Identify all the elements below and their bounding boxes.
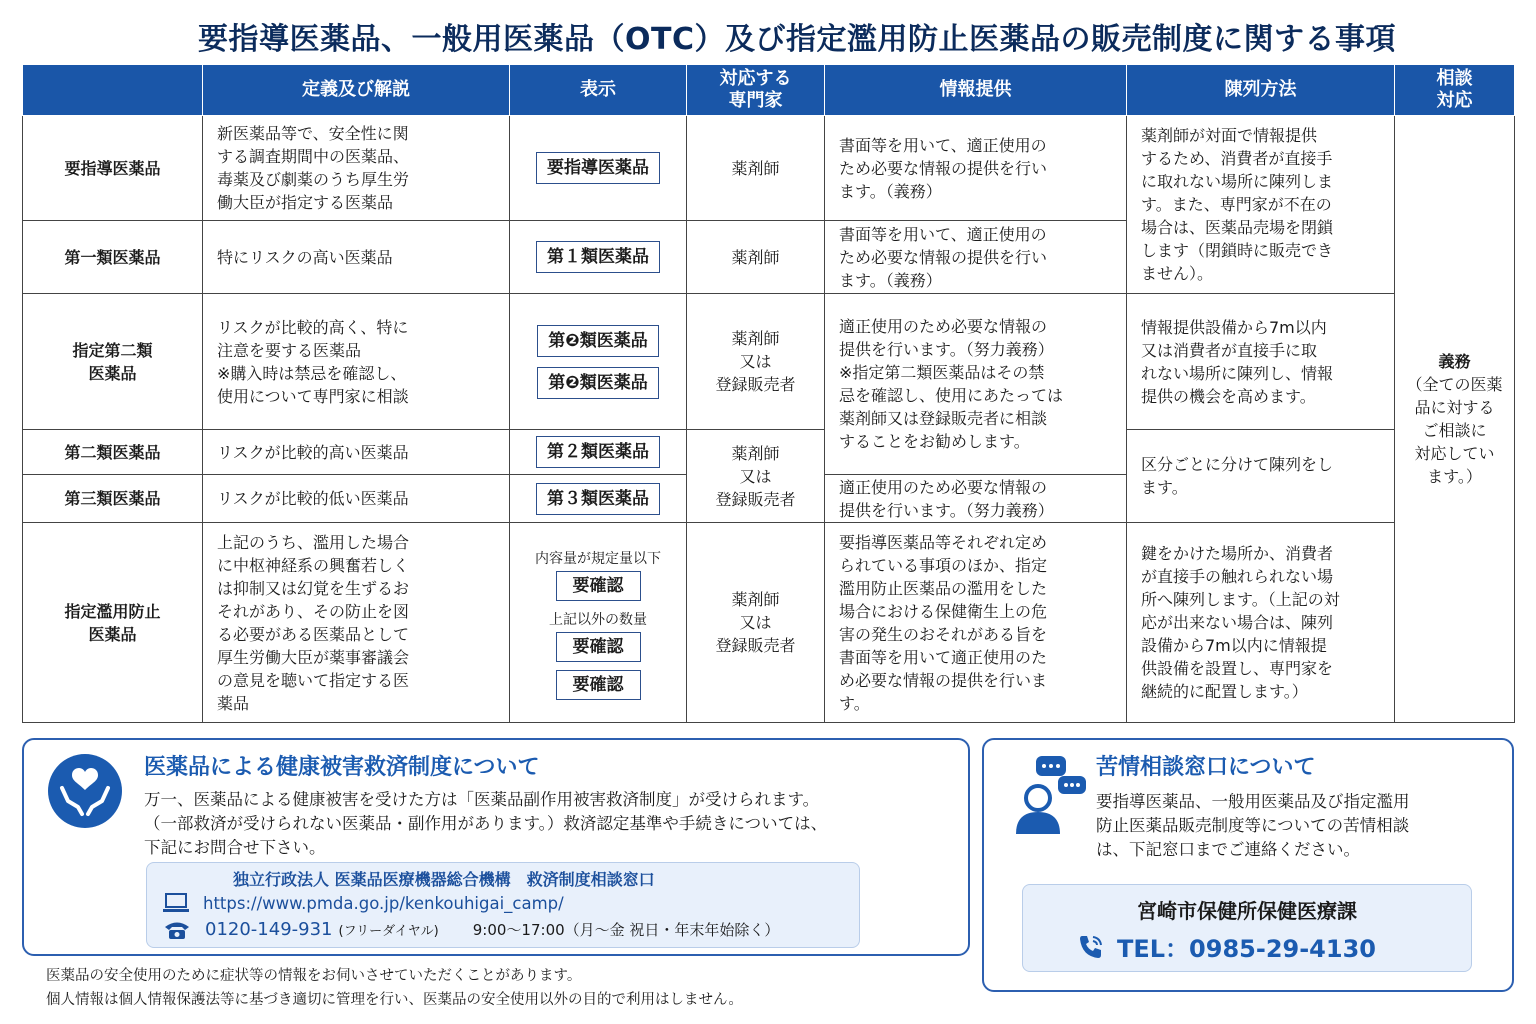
pmda-org-name: 独立行政法人 医薬品医療機器総合機構 救済制度相談窓口 — [233, 870, 655, 889]
row-name-ranyou: 指定濫用防止 医薬品 — [23, 523, 203, 723]
pmda-url-line — [163, 893, 564, 913]
complaint-description: 要指導医薬品、一般用医薬品及び指定濫用 防止医薬品販売制度等についての苦情相談 は、下記窓口までご連絡ください。 — [1096, 792, 1410, 859]
label-badge: 要確認 — [556, 670, 641, 700]
row-name-shitei2: 指定第二類 医薬品 — [23, 294, 203, 430]
complaint-panel — [982, 738, 1514, 992]
pmda-hours: 9:00～17:00（月～金 祝日・年末年始除く） — [472, 921, 780, 939]
display-youshidou — [510, 116, 687, 221]
city-office-name: 宮崎市保健所保健医療課 — [1137, 899, 1357, 923]
info-dai1: 書面等を用いて、適正使用の ため必要な情報の提供を行い ます。（義務） — [825, 221, 1127, 294]
method-top: 薬剤師が対面で情報提供 するため、消費者が直接手 に取れない場所に陳列しま す。また、専門家が不在の 場合は、医薬品売場を閉鎖 します（閉鎖時に販売でき ません）。 — [1127, 116, 1395, 294]
table-row — [23, 294, 1515, 430]
pmda-phone-note: (フリーダイヤル) — [338, 924, 439, 939]
label-badge: 第２類医薬品 — [536, 436, 660, 468]
display-dai2 — [510, 430, 687, 475]
row-name-dai1: 第一類医薬品 — [23, 221, 203, 294]
display-dai3 — [510, 475, 687, 523]
header-consult: 相談 対応 — [1395, 65, 1515, 116]
city-contact-panel — [1022, 884, 1472, 972]
pmda-phone-number: 0120-149-931 — [205, 919, 333, 940]
table-row — [23, 523, 1515, 723]
table-header-row — [23, 65, 1515, 116]
method-dai23: 区分ごとに分けて陳列をし ます。 — [1127, 430, 1395, 523]
label-badge: 要確認 — [556, 571, 641, 601]
phone-call-icon — [1077, 933, 1105, 961]
header-info: 情報提供 — [825, 65, 1127, 116]
table-row — [23, 430, 1515, 475]
label-badge: 第３類医薬品 — [536, 483, 660, 515]
def-dai2: リスクが比較的高い医薬品 — [203, 430, 510, 475]
heart-hands-icon — [48, 754, 122, 828]
label-badge: 要指導医薬品 — [536, 152, 660, 184]
header-definition: 定義及び解説 — [203, 65, 510, 116]
def-shitei2: リスクが比較的高く、特に 注意を要する医薬品 ※購入時は禁忌を確認し、 使用について専門家に相談 — [203, 294, 510, 430]
expert-shitei2: 薬剤師 又は 登録販売者 — [687, 294, 825, 430]
relief-system-panel — [22, 738, 970, 956]
label-badge: 要確認 — [556, 632, 641, 662]
row-name-dai2: 第二類医薬品 — [23, 430, 203, 475]
city-phone-number: TEL：0985-29-4130 — [1117, 935, 1376, 963]
info-ranyou: 要指導医薬品等それぞれ定め られている事項のほか、指定 濫用防止医薬品の濫用をした 場合における保健衛生上の危 害の発生のおそれがある旨を 書面等を用いて適正使用のた め必要な情報の提供を行いま す。 — [825, 523, 1127, 723]
label-badge: 第❷類医薬品 — [537, 367, 658, 399]
expert-dai1: 薬剤師 — [687, 221, 825, 294]
info-shitei2: 適正使用のため必要な情報の 提供を行います。（努力義務） ※指定第二類医薬品はその禁 忌を確認し、使用にあたっては 薬剤師又は登録販売者に相談 することをお勧めします。 — [825, 294, 1127, 475]
info-dai3: 適正使用のため必要な情報の 提供を行います。（努力義務） — [825, 475, 1127, 523]
relief-description: 万一、医薬品による健康被害を受けた方は「医薬品副作用被害救済制度」が受けられます。 （一部救済が受けられない医薬品・副作用があります。）救済認定基準や手続きについては、 下記にお問合せ下さい。 — [144, 790, 828, 857]
footer-note-1: 医薬品の安全使用のために症状等の情報をお伺いさせていただくことがあります。 — [46, 968, 582, 984]
pmda-contact-panel — [146, 862, 860, 948]
complaint-title: 苦情相談窓口について — [1096, 755, 1316, 780]
def-dai3: リスクが比較的低い医薬品 — [203, 475, 510, 523]
computer-icon — [163, 893, 189, 913]
row-name-dai3: 第三類医薬品 — [23, 475, 203, 523]
city-phone-line — [1077, 929, 1376, 964]
pmda-url-link[interactable]: https://www.pmda.go.jp/kenkouhigai_camp/ — [203, 893, 564, 913]
page-title: 要指導医薬品、一般用医薬品（OTC）及び指定濫用防止医薬品の販売制度に関する事項 — [198, 22, 1396, 57]
display-shitei2 — [510, 294, 687, 430]
caption-small-quantity: 内容量が規定量以下 — [535, 550, 661, 567]
sales-system-table — [22, 64, 1515, 723]
header-display: 表示 — [510, 65, 687, 116]
label-badge: 第❷類医薬品 — [537, 325, 658, 357]
def-youshidou: 新医薬品等で、安全性に関 する調査期間中の医薬品、 毒薬及び劇薬のうち厚生労 働大臣が指定する医薬品 — [203, 116, 510, 221]
display-ranyou — [510, 523, 687, 723]
header-display-method: 陳列方法 — [1127, 65, 1395, 116]
def-dai1: 特にリスクの高い医薬品 — [203, 221, 510, 294]
info-youshidou: 書面等を用いて、適正使用の ため必要な情報の提供を行い ます。（義務） — [825, 116, 1127, 221]
row-name-youshidou: 要指導医薬品 — [23, 116, 203, 221]
expert-youshidou: 薬剤師 — [687, 116, 825, 221]
expert-dai23: 薬剤師 又は 登録販売者 — [687, 430, 825, 523]
header-expert: 対応する 専門家 — [687, 65, 825, 116]
method-ranyou: 鍵をかけた場所か、消費者 が直接手の触れられない場 所へ陳列します。（上記の対 応が出来ない場合は、陳列 設備から7m以内に情報提 供設備を設置し、専門家を 継続的に配置します。） — [1127, 523, 1395, 723]
table-row — [23, 116, 1515, 221]
caption-other-quantity: 上記以外の数量 — [549, 611, 647, 628]
footer-note-2: 個人情報は個人情報保護法等に基づき適切に管理を行い、医薬品の安全使用以外の目的で利用はしません。 — [46, 992, 743, 1008]
label-badge: 第１類医薬品 — [536, 241, 660, 273]
def-ranyou: 上記のうち、濫用した場合 に中枢神経系の興奮若しく は抑制又は幻覚を生ずるお それがあり、その防止を図 る必要がある医薬品として 厚生労働大臣が薬事審議会 の意見を聴いて指定する医 薬品 — [203, 523, 510, 723]
header-blank — [23, 65, 203, 116]
method-shitei2: 情報提供設備から7m以内 又は消費者が直接手に取 れない場所に陳列し、情報 提供の機会を高めます。 — [1127, 294, 1395, 430]
consultation-person-icon — [1012, 754, 1090, 840]
display-dai1 — [510, 221, 687, 294]
telephone-icon — [163, 920, 191, 940]
relief-title: 医薬品による健康被害救済制度について — [144, 755, 540, 780]
expert-ranyou: 薬剤師 又は 登録販売者 — [687, 523, 825, 723]
pmda-phone-line — [163, 919, 779, 940]
consult-cell: 義務 （全ての医薬 品に対する ご相談に 対応してい ます。） — [1395, 116, 1515, 723]
